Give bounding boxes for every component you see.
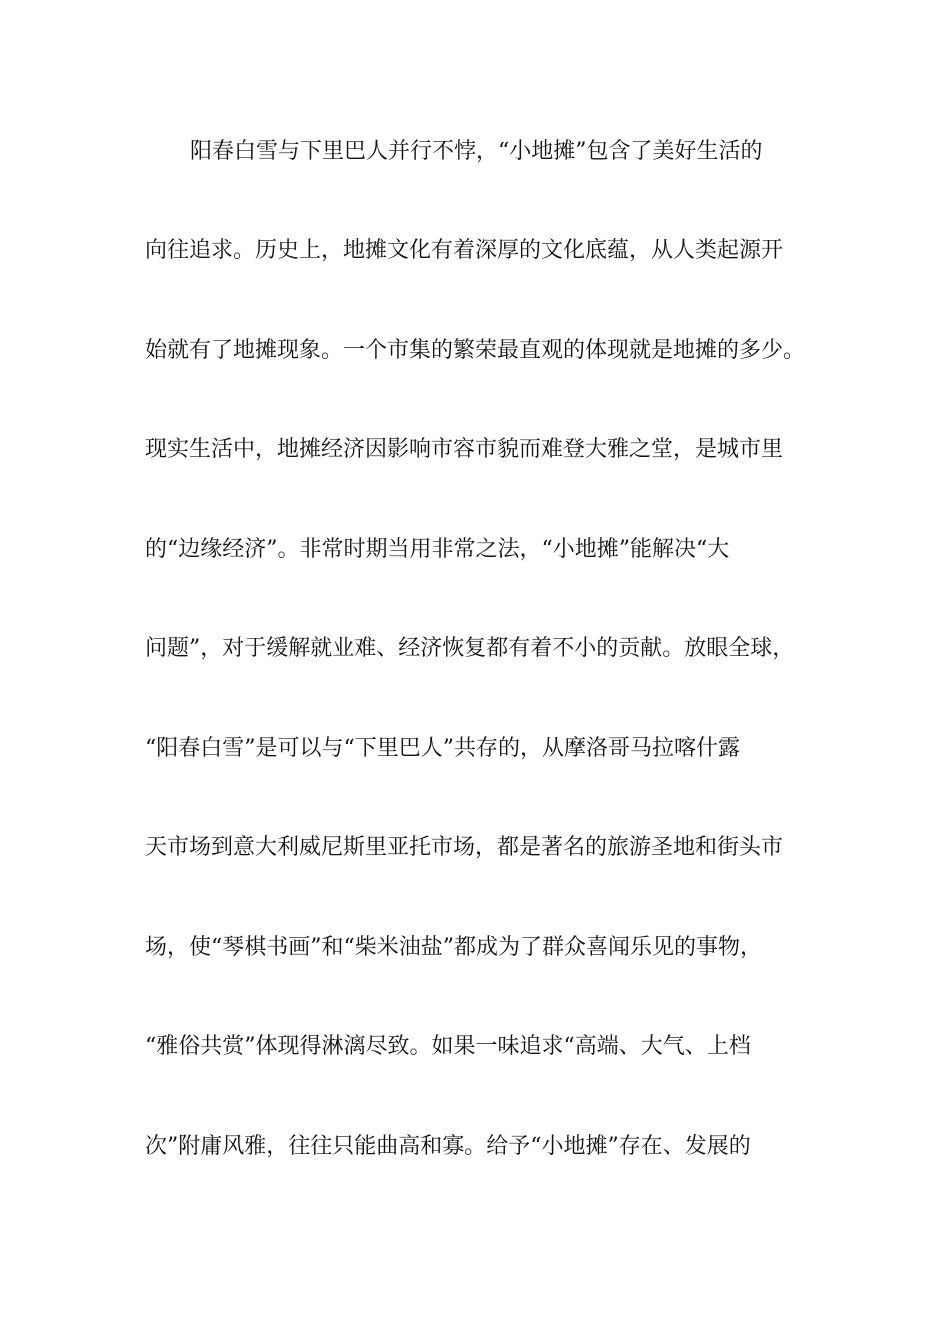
paragraph-line-8: 天市场到意大利威尼斯里亚托市场，都是著名的旅游圣地和街头市: [145, 835, 784, 860]
paragraph-line-9: 场，使“琴棋书画”和“柴米油盐”都成为了群众喜闻乐见的事物，: [145, 935, 762, 960]
paragraph-line-10: “雅俗共赏”体现得淋漓尽致。如果一味追求“高端、大气、上档: [145, 1034, 751, 1059]
paragraph-line-2: 向往追求。历史上，地摊文化有着深厚的文化底蕴，从人类起源开: [145, 238, 784, 263]
paragraph-line-4: 现实生活中，地摊经济因影响市容市貌而难登大雅之堂，是城市里: [145, 437, 784, 462]
paragraph-line-11: 次”附庸风雅，往往只能曲高和寡。给予“小地摊”存在、发展的: [145, 1134, 751, 1159]
paragraph-line-3: 始就有了地摊现象。一个市集的繁荣最直观的体现就是地摊的多少。: [145, 338, 806, 363]
paragraph-line-7: “阳春白雪”是可以与“下里巴人”共存的，从摩洛哥马拉喀什露: [145, 736, 740, 761]
paragraph-line-5: 的“边缘经济”。非常时期当用非常之法，“小地摊”能解决“大: [145, 537, 730, 562]
paragraph-line-1: 阳春白雪与下里巴人并行不悖，“小地摊”包含了美好生活的: [190, 139, 763, 164]
paragraph-line-6: 问题”，对于缓解就业难、经济恢复都有着不小的贡献。放眼全球，: [145, 636, 795, 661]
